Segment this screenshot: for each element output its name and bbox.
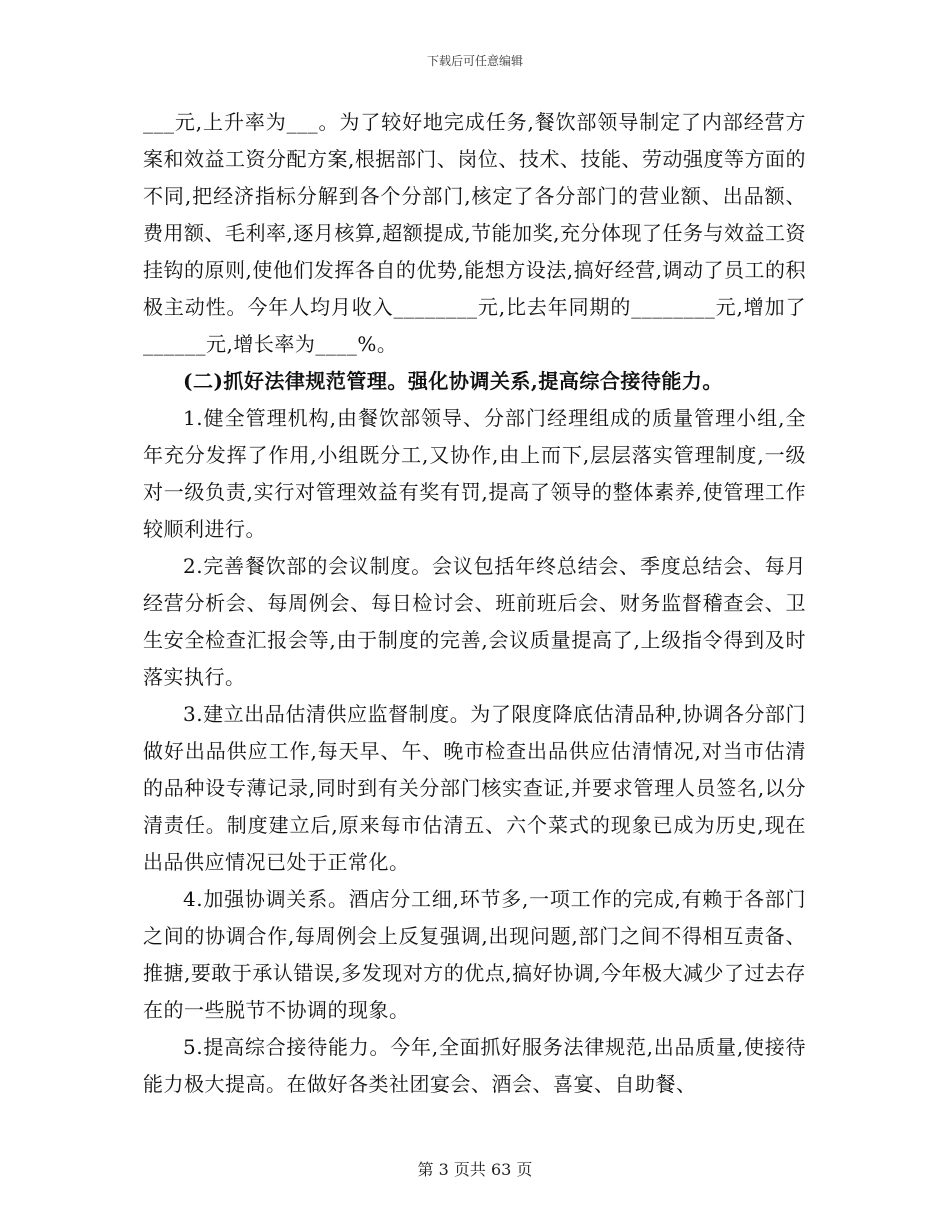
paragraph-item-3: 3.建立出品估清供应监督制度。为了限度降底估清品种,协调各分部门做好出品供应工作,每天早、午、晚市检查出品供应估清情况,对当市估清的品种设专薄记录,同时到有关分部门核实查证,并要求管理人员签名,以分清责任。制度建立后,原来每市估清五、六个菜式的现象已成为历史,现在出品供应情况已处于正常化。 [143,702,806,874]
page-header: 下载后可任意编辑 [426,54,523,68]
paragraph-item-1: 1.健全管理机构,由餐饮部领导、分部门经理组成的质量管理小组,全年充分发挥了作用,小组既分工,又协作,由上而下,层层落实管理制度,一级对一级负责,实行对管理效益有奖有罚,提高了领导的整体素养,使管理工作较顺利进行。 [143,406,806,541]
paragraph-item-2: 2.完善餐饮部的会议制度。会议包括年终总结会、季度总结会、每月经营分析会、每周例会、每日检讨会、班前班后会、财务监督稽查会、卫生安全检查汇报会等,由于制度的完善,会议质量提高了,上级指令得到及时落实执行。 [143,554,806,689]
document-body [143,104,806,1103]
page-number: 第 3 页共 63 页 [417,1160,533,1179]
section-heading: (二)抓好法律规范管理。强化协调关系,提高综合接待能力。 [183,369,723,393]
paragraph-continuation: ___元,上升率为___。为了较好地完成任务,餐饮部领导制定了内部经营方案和效益工资分配方案,根据部门、岗位、技术、技能、劳动强度等方面的不同,把经济指标分解到各个分部门,核定了各分部门的营业额、出品额、费用额、毛利率,逐月核算,超额提成,节能加奖,充分体现了任务与效益工资挂钩的原则,使他们发挥各自的优势,能想方设法,搞好经营,调动了员工的积极主动性。今年人均月收入________元,比去年同期的________元,增加了______元,增长率为____%。 [143,110,806,356]
paragraph-item-4: 4.加强协调关系。酒店分工细,环节多,一项工作的完成,有赖于各部门之间的协调合作,每周例会上反复强调,出现问题,部门之间不得相互责备、推搪,要敢于承认错误,多发现对方的优点,搞好协调,今年极大减少了过去存在的一些脱节不协调的现象。 [143,887,806,1022]
paragraph-item-5: 5.提高综合接待能力。今年,全面抓好服务法律规范,出品质量,使接待能力极大提高。在做好各类社团宴会、酒会、喜宴、自助餐、 [143,1035,806,1096]
